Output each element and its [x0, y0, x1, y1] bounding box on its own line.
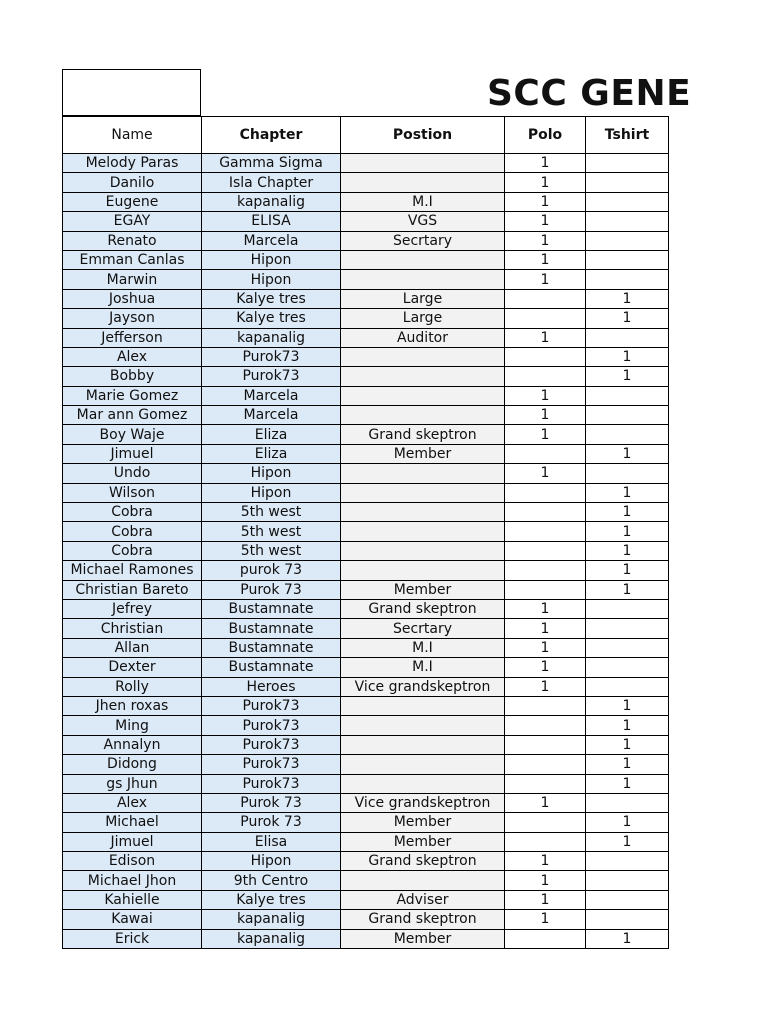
cell-tshirt[interactable]: 1: [586, 444, 669, 463]
cell-polo[interactable]: 1: [505, 677, 586, 696]
table-row: [63, 793, 669, 812]
cell-polo[interactable]: [505, 580, 586, 599]
table-row: [63, 852, 669, 871]
cell-chapter[interactable]: kapanalig: [202, 929, 341, 948]
cell-chapter[interactable]: Marcela: [202, 386, 341, 405]
cell-tshirt[interactable]: 1: [586, 696, 669, 715]
cell-polo[interactable]: 1: [505, 154, 586, 173]
cell-chapter[interactable]: ELISA: [202, 212, 341, 231]
cell-chapter[interactable]: Isla Chapter: [202, 173, 341, 192]
cell-chapter[interactable]: Kalye tres: [202, 890, 341, 909]
header-row: [63, 117, 669, 154]
cell-name[interactable]: Jhen roxas: [63, 696, 202, 715]
cell-polo[interactable]: 1: [505, 386, 586, 405]
cell-chapter[interactable]: Purok73: [202, 696, 341, 715]
cell-tshirt[interactable]: [586, 871, 669, 890]
cell-position[interactable]: Vice grandskeptron: [341, 793, 505, 812]
cell-chapter[interactable]: Purok73: [202, 347, 341, 366]
cell-chapter[interactable]: Hipon: [202, 464, 341, 483]
cell-tshirt[interactable]: 1: [586, 483, 669, 502]
cell-name[interactable]: Jefrey: [63, 599, 202, 618]
table-row: [63, 658, 669, 677]
cell-polo[interactable]: 1: [505, 406, 586, 425]
cell-polo[interactable]: 1: [505, 619, 586, 638]
table-row: [63, 580, 669, 599]
table-row: [63, 929, 669, 948]
table-row: [63, 774, 669, 793]
cell-polo[interactable]: [505, 735, 586, 754]
cell-polo[interactable]: 1: [505, 852, 586, 871]
cell-tshirt[interactable]: [586, 425, 669, 444]
cell-polo[interactable]: [505, 522, 586, 541]
cell-name[interactable]: Jimuel: [63, 832, 202, 851]
cell-chapter[interactable]: kapanalig: [202, 328, 341, 347]
table-row: [63, 561, 669, 580]
cell-position[interactable]: [341, 716, 505, 735]
cell-polo[interactable]: [505, 541, 586, 560]
cell-chapter[interactable]: Hipon: [202, 250, 341, 269]
cell-tshirt[interactable]: [586, 154, 669, 173]
cell-polo[interactable]: 1: [505, 464, 586, 483]
cell-tshirt[interactable]: [586, 599, 669, 618]
cell-name[interactable]: Melody Paras: [63, 154, 202, 173]
cell-position[interactable]: Auditor: [341, 328, 505, 347]
cell-name[interactable]: Annalyn: [63, 735, 202, 754]
cell-tshirt[interactable]: 1: [586, 541, 669, 560]
cell-position[interactable]: [341, 270, 505, 289]
cell-tshirt[interactable]: [586, 677, 669, 696]
cell-name[interactable]: Jefferson: [63, 328, 202, 347]
cell-position[interactable]: M.I: [341, 658, 505, 677]
cell-tshirt[interactable]: 1: [586, 832, 669, 851]
cell-tshirt[interactable]: [586, 212, 669, 231]
cell-chapter[interactable]: 5th west: [202, 503, 341, 522]
cell-tshirt[interactable]: 1: [586, 813, 669, 832]
table-row: [63, 173, 669, 192]
cell-name[interactable]: Boy Waje: [63, 425, 202, 444]
cell-chapter[interactable]: Heroes: [202, 677, 341, 696]
cell-position[interactable]: Member: [341, 444, 505, 463]
cell-chapter[interactable]: Marcela: [202, 406, 341, 425]
cell-position[interactable]: [341, 503, 505, 522]
cell-name[interactable]: Allan: [63, 638, 202, 657]
cell-position[interactable]: M.I: [341, 638, 505, 657]
cell-name[interactable]: Kawai: [63, 910, 202, 929]
cell-chapter[interactable]: 9th Centro: [202, 871, 341, 890]
cell-chapter[interactable]: Gamma Sigma: [202, 154, 341, 173]
table-row: [63, 231, 669, 250]
cell-name[interactable]: Marie Gomez: [63, 386, 202, 405]
cell-position[interactable]: Adviser: [341, 890, 505, 909]
table-row: [63, 541, 669, 560]
cell-position[interactable]: Member: [341, 929, 505, 948]
cell-chapter[interactable]: Purok 73: [202, 813, 341, 832]
header-chapter[interactable]: Chapter: [202, 117, 341, 154]
cell-name[interactable]: Mar ann Gomez: [63, 406, 202, 425]
cell-chapter[interactable]: Bustamnate: [202, 619, 341, 638]
cell-tshirt[interactable]: 1: [586, 735, 669, 754]
cell-polo[interactable]: 1: [505, 328, 586, 347]
cell-position[interactable]: Grand skeptron: [341, 599, 505, 618]
cell-chapter[interactable]: Eliza: [202, 425, 341, 444]
cell-name[interactable]: Jimuel: [63, 444, 202, 463]
cell-position[interactable]: [341, 464, 505, 483]
cell-position[interactable]: Member: [341, 580, 505, 599]
cell-chapter[interactable]: 5th west: [202, 541, 341, 560]
cell-position[interactable]: Large: [341, 309, 505, 328]
cell-polo[interactable]: [505, 755, 586, 774]
cell-position[interactable]: [341, 154, 505, 173]
cell-polo[interactable]: 1: [505, 231, 586, 250]
cell-chapter[interactable]: Marcela: [202, 231, 341, 250]
cell-name[interactable]: Michael Ramones: [63, 561, 202, 580]
cell-tshirt[interactable]: 1: [586, 580, 669, 599]
cell-chapter[interactable]: 5th west: [202, 522, 341, 541]
cell-tshirt[interactable]: [586, 173, 669, 192]
cell-chapter[interactable]: Hipon: [202, 270, 341, 289]
cell-tshirt[interactable]: 1: [586, 309, 669, 328]
table-row: [63, 696, 669, 715]
cell-position[interactable]: [341, 367, 505, 386]
cell-tshirt[interactable]: [586, 192, 669, 211]
cell-polo[interactable]: 1: [505, 658, 586, 677]
cell-tshirt[interactable]: [586, 890, 669, 909]
cell-name[interactable]: Joshua: [63, 289, 202, 308]
table-row: [63, 599, 669, 618]
cell-tshirt[interactable]: 1: [586, 503, 669, 522]
table-row: [63, 250, 669, 269]
cell-position[interactable]: [341, 696, 505, 715]
cell-tshirt[interactable]: [586, 658, 669, 677]
corner-cell[interactable]: [62, 69, 201, 116]
table-row: [63, 735, 669, 754]
cell-position[interactable]: [341, 755, 505, 774]
cell-tshirt[interactable]: 1: [586, 347, 669, 366]
cell-polo[interactable]: 1: [505, 250, 586, 269]
cell-tshirt[interactable]: [586, 910, 669, 929]
cell-position[interactable]: [341, 250, 505, 269]
cell-polo[interactable]: 1: [505, 425, 586, 444]
header-tshirt[interactable]: Tshirt: [586, 117, 669, 154]
cell-name[interactable]: Eugene: [63, 192, 202, 211]
cell-name[interactable]: Cobra: [63, 541, 202, 560]
cell-chapter[interactable]: Bustamnate: [202, 658, 341, 677]
cell-polo[interactable]: 1: [505, 871, 586, 890]
cell-polo[interactable]: [505, 774, 586, 793]
table-row: [63, 503, 669, 522]
cell-polo[interactable]: 1: [505, 890, 586, 909]
table-row: [63, 309, 669, 328]
cell-tshirt[interactable]: [586, 386, 669, 405]
cell-polo[interactable]: 1: [505, 910, 586, 929]
cell-chapter[interactable]: Purok 73: [202, 580, 341, 599]
cell-polo[interactable]: [505, 483, 586, 502]
cell-tshirt[interactable]: 1: [586, 755, 669, 774]
cell-polo[interactable]: [505, 929, 586, 948]
cell-name[interactable]: Dexter: [63, 658, 202, 677]
cell-tshirt[interactable]: 1: [586, 367, 669, 386]
cell-polo[interactable]: [505, 503, 586, 522]
cell-position[interactable]: Secrtary: [341, 231, 505, 250]
cell-tshirt[interactable]: [586, 464, 669, 483]
cell-position[interactable]: [341, 347, 505, 366]
cell-position[interactable]: Grand skeptron: [341, 425, 505, 444]
table-row: [63, 347, 669, 366]
cell-tshirt[interactable]: 1: [586, 522, 669, 541]
cell-polo[interactable]: 1: [505, 599, 586, 618]
cell-position[interactable]: [341, 173, 505, 192]
cell-tshirt[interactable]: [586, 328, 669, 347]
cell-chapter[interactable]: Hipon: [202, 852, 341, 871]
cell-name[interactable]: Ming: [63, 716, 202, 735]
cell-chapter[interactable]: Bustamnate: [202, 599, 341, 618]
cell-name[interactable]: Alex: [63, 347, 202, 366]
cell-position[interactable]: Member: [341, 832, 505, 851]
table-row: [63, 619, 669, 638]
table-row: [63, 406, 669, 425]
cell-position[interactable]: Large: [341, 289, 505, 308]
cell-position[interactable]: [341, 386, 505, 405]
table-row: [63, 522, 669, 541]
cell-name[interactable]: Danilo: [63, 173, 202, 192]
cell-polo[interactable]: [505, 716, 586, 735]
cell-chapter[interactable]: Purok 73: [202, 793, 341, 812]
cell-tshirt[interactable]: [586, 638, 669, 657]
cell-polo[interactable]: [505, 561, 586, 580]
table-row: [63, 638, 669, 657]
cell-polo[interactable]: [505, 367, 586, 386]
cell-position[interactable]: [341, 871, 505, 890]
cell-name[interactable]: Undo: [63, 464, 202, 483]
table-row: [63, 871, 669, 890]
cell-chapter[interactable]: Purok73: [202, 755, 341, 774]
cell-name[interactable]: Bobby: [63, 367, 202, 386]
cell-position[interactable]: [341, 483, 505, 502]
header-position[interactable]: Postion: [341, 117, 505, 154]
cell-polo[interactable]: 1: [505, 192, 586, 211]
cell-position[interactable]: [341, 735, 505, 754]
cell-chapter[interactable]: Purok73: [202, 367, 341, 386]
cell-position[interactable]: [341, 561, 505, 580]
cell-chapter[interactable]: Bustamnate: [202, 638, 341, 657]
cell-position[interactable]: [341, 406, 505, 425]
cell-name[interactable]: Renato: [63, 231, 202, 250]
cell-name[interactable]: Kahielle: [63, 890, 202, 909]
table-row: [63, 154, 669, 173]
cell-name[interactable]: Marwin: [63, 270, 202, 289]
cell-position[interactable]: VGS: [341, 212, 505, 231]
table-row: [63, 212, 669, 231]
cell-name[interactable]: Jayson: [63, 309, 202, 328]
cell-chapter[interactable]: Elisa: [202, 832, 341, 851]
cell-chapter[interactable]: kapanalig: [202, 192, 341, 211]
title-cell[interactable]: [200, 69, 692, 117]
cell-tshirt[interactable]: 1: [586, 929, 669, 948]
cell-position[interactable]: Grand skeptron: [341, 910, 505, 929]
cell-tshirt[interactable]: [586, 270, 669, 289]
cell-polo[interactable]: [505, 832, 586, 851]
cell-name[interactable]: Cobra: [63, 522, 202, 541]
cell-polo[interactable]: 1: [505, 638, 586, 657]
table-row: [63, 677, 669, 696]
cell-name[interactable]: Michael Jhon: [63, 871, 202, 890]
cell-chapter[interactable]: Eliza: [202, 444, 341, 463]
cell-polo[interactable]: [505, 289, 586, 308]
table-row: [63, 890, 669, 909]
table-row: [63, 910, 669, 929]
cell-name[interactable]: Rolly: [63, 677, 202, 696]
cell-name[interactable]: Christian: [63, 619, 202, 638]
cell-tshirt[interactable]: [586, 793, 669, 812]
table-row: [63, 813, 669, 832]
cell-position[interactable]: Member: [341, 813, 505, 832]
table-row: [63, 483, 669, 502]
cell-name[interactable]: Alex: [63, 793, 202, 812]
cell-polo[interactable]: 1: [505, 270, 586, 289]
cell-name[interactable]: Christian Bareto: [63, 580, 202, 599]
cell-tshirt[interactable]: [586, 231, 669, 250]
sheet-title: SCC GENE: [487, 73, 692, 114]
table-row: [63, 832, 669, 851]
table-row: [63, 464, 669, 483]
cell-position[interactable]: M.I: [341, 192, 505, 211]
cell-polo[interactable]: 1: [505, 173, 586, 192]
table-row: [63, 270, 669, 289]
cell-name[interactable]: Erick: [63, 929, 202, 948]
header-polo[interactable]: Polo: [505, 117, 586, 154]
cell-polo[interactable]: [505, 347, 586, 366]
table-row: [63, 192, 669, 211]
cell-tshirt[interactable]: 1: [586, 561, 669, 580]
cell-tshirt[interactable]: 1: [586, 289, 669, 308]
cell-position[interactable]: Vice grandskeptron: [341, 677, 505, 696]
cell-chapter[interactable]: Purok73: [202, 735, 341, 754]
cell-position[interactable]: [341, 774, 505, 793]
cell-name[interactable]: Emman Canlas: [63, 250, 202, 269]
cell-position[interactable]: [341, 522, 505, 541]
cell-chapter[interactable]: Kalye tres: [202, 309, 341, 328]
cell-chapter[interactable]: Kalye tres: [202, 289, 341, 308]
cell-tshirt[interactable]: [586, 250, 669, 269]
cell-chapter[interactable]: Purok73: [202, 774, 341, 793]
cell-chapter[interactable]: kapanalig: [202, 910, 341, 929]
cell-tshirt[interactable]: [586, 619, 669, 638]
table-row: [63, 444, 669, 463]
cell-polo[interactable]: [505, 696, 586, 715]
cell-name[interactable]: EGAY: [63, 212, 202, 231]
header-name[interactable]: Name: [63, 117, 202, 154]
cell-chapter[interactable]: Purok73: [202, 716, 341, 735]
cell-position[interactable]: [341, 541, 505, 560]
cell-polo[interactable]: [505, 309, 586, 328]
cell-position[interactable]: Secrtary: [341, 619, 505, 638]
cell-tshirt[interactable]: 1: [586, 716, 669, 735]
cell-name[interactable]: Didong: [63, 755, 202, 774]
table-row: [63, 386, 669, 405]
cell-name[interactable]: Cobra: [63, 503, 202, 522]
table-row: [63, 289, 669, 308]
cell-polo[interactable]: [505, 813, 586, 832]
table-row: [63, 716, 669, 735]
cell-name[interactable]: Edison: [63, 852, 202, 871]
cell-polo[interactable]: [505, 444, 586, 463]
table-row: [63, 367, 669, 386]
cell-tshirt[interactable]: [586, 406, 669, 425]
cell-tshirt[interactable]: [586, 852, 669, 871]
cell-name[interactable]: Wilson: [63, 483, 202, 502]
cell-polo[interactable]: 1: [505, 212, 586, 231]
table-row: [63, 755, 669, 774]
roster-table: [62, 116, 669, 949]
cell-name[interactable]: Michael: [63, 813, 202, 832]
table-row: [63, 328, 669, 347]
cell-chapter[interactable]: purok 73: [202, 561, 341, 580]
cell-name[interactable]: gs Jhun: [63, 774, 202, 793]
cell-tshirt[interactable]: 1: [586, 774, 669, 793]
cell-polo[interactable]: 1: [505, 793, 586, 812]
table-body: [63, 154, 669, 949]
cell-position[interactable]: Grand skeptron: [341, 852, 505, 871]
table-row: [63, 425, 669, 444]
cell-chapter[interactable]: Hipon: [202, 483, 341, 502]
